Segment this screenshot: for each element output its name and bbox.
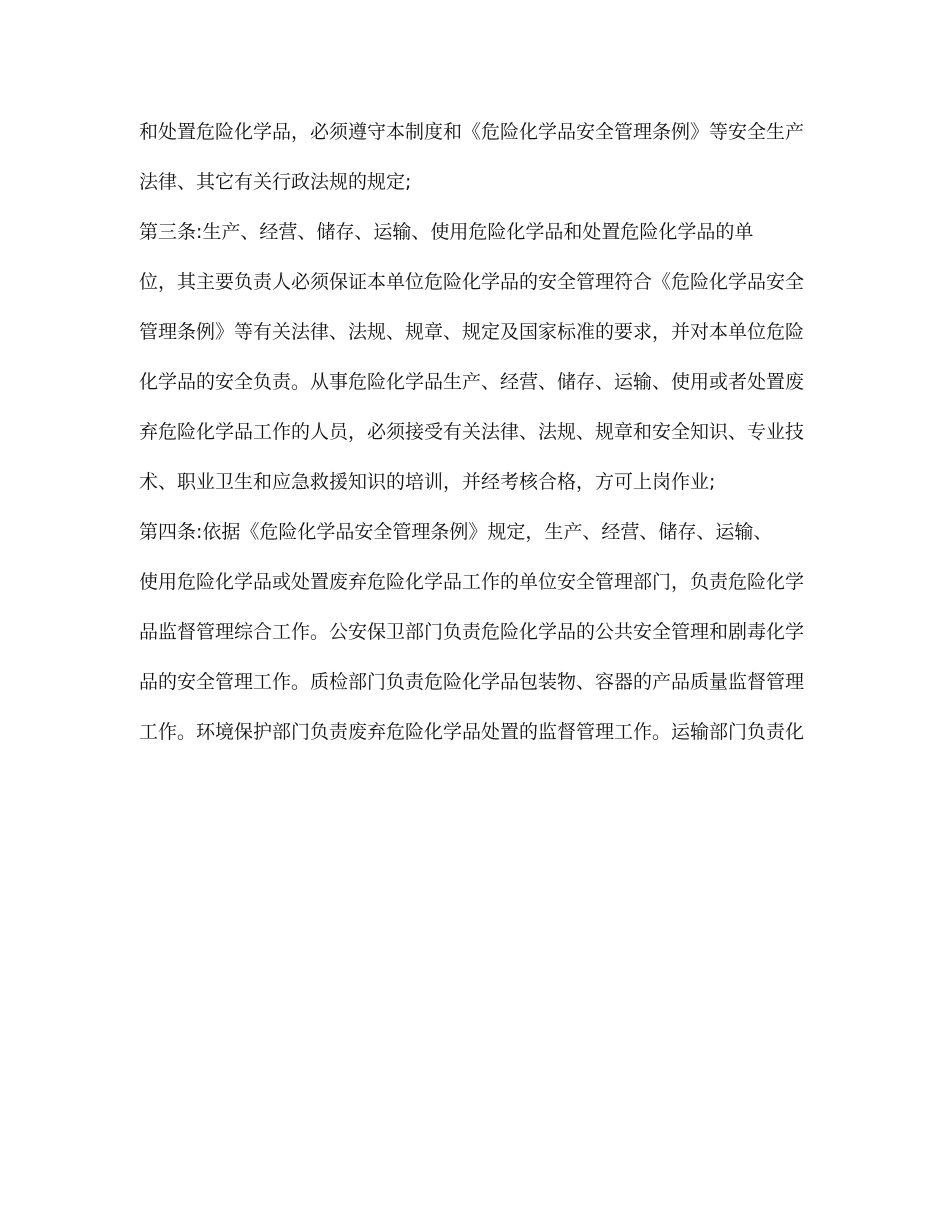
paragraph-2: 法律、其它有关行政法规的规定; bbox=[139, 171, 412, 193]
paragraph-1: 和处置危险化学品，必须遵守本制度和《危险化学品安全管理条例》等安全生产 bbox=[139, 121, 805, 143]
paragraph-8: 术、职业卫生和应急救援知识的培训，并经考核合格，方可上岗作业; bbox=[139, 471, 716, 493]
paragraph-4: 位，其主要负责人必须保证本单位危险化学品的安全管理符合《危险化学品安全 bbox=[139, 271, 805, 293]
paragraph-6: 化学品的安全负责。从事危险化学品生产、经营、储存、运输、使用或者处置废 bbox=[139, 371, 805, 393]
paragraph-3: 第三条:生产、经营、储存、运输、使用危险化学品和处置危险化学品的单 bbox=[139, 221, 754, 243]
paragraph-13: 工作。环境保护部门负责废弃危险化学品处置的监督管理工作。运输部门负责化 bbox=[139, 721, 805, 743]
paragraph-10: 使用危险化学品或处置废弃危险化学品工作的单位安全管理部门，负责危险化学 bbox=[139, 571, 805, 593]
document-body bbox=[139, 117, 819, 767]
paragraph-11: 品监督管理综合工作。公安保卫部门负责危险化学品的公共安全管理和剧毒化学 bbox=[139, 621, 805, 643]
paragraph-9: 第四条:依据《危险化学品安全管理条例》规定，生产、经营、储存、运输、 bbox=[139, 521, 773, 543]
paragraph-7: 弃危险化学品工作的人员，必须接受有关法律、法规、规章和安全知识、专业技 bbox=[139, 421, 805, 443]
paragraph-5: 管理条例》等有关法律、法规、规章、规定及国家标准的要求，并对本单位危险 bbox=[139, 321, 805, 343]
paragraph-12: 品的安全管理工作。质检部门负责危险化学品包装物、容器的产品质量监督管理 bbox=[139, 671, 805, 693]
